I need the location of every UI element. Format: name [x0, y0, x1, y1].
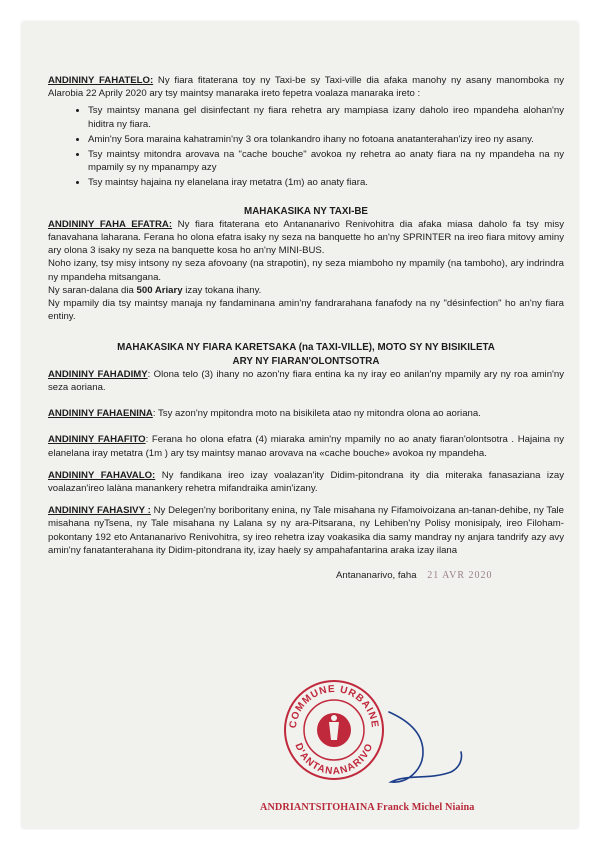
article-4-para-2: Noho izany, tsy misy intsony ny seza afovoany (na strapotin), ny seza miamboho ny mpamily (na tamboho), ary indrindra ny mpandeha mitsangana.	[48, 258, 564, 283]
date-stamp: 21 AVR 2020	[427, 570, 493, 582]
seal-top-text: COMMUNE URBAINE	[287, 683, 381, 729]
article-7	[48, 433, 564, 459]
article-5	[48, 368, 564, 394]
article-8-label: ANDININY FAHAVALO:	[48, 469, 156, 481]
seal-stamp-graphic	[282, 678, 386, 782]
article-4-para-4: Ny mpamily dia tsy maintsy manaja ny fandaminana amin'ny fandrarahana fanafody na ny "désinfection" ho an'ny fiara entiny.	[48, 298, 564, 323]
heading-taxi-be: MAHAKASIKA NY TAXI-BE	[244, 205, 368, 217]
article-5-label: ANDININY FAHADIMY	[48, 368, 148, 380]
closing-place: Antananarivo, faha	[336, 570, 417, 582]
article-3-bullet-list	[48, 104, 564, 189]
fare-suffix: izay tokana ihany.	[182, 284, 262, 296]
article-6-text: : Tsy azon'ny mpitondra moto na bisikileta atao ny mitondra olona ao aoriana.	[152, 408, 481, 420]
article-9-label: ANDININY FAHASIVY :	[48, 505, 151, 517]
bullet-item: • Tsy maintsy hajaina ny elanelana iray metatra (1m) ao anaty fiara.	[88, 176, 564, 189]
heading-karetsaka-line-2: ARY NY FIARAN'OLONTSOTRA	[232, 355, 380, 367]
fare-prefix: Ny saran-dalana dia	[48, 284, 137, 296]
article-7-text: : Ferana ho olona efatra (4) miaraka amin'ny mpamily no ao anaty fiaran'olontsotra . Hajaina ny elanelana iray metatra (1m ) ary tsy maintsy manao arovava na «cache bouche» avokoa ny mpandeha.	[48, 434, 564, 459]
document-page	[22, 22, 578, 828]
article-3-text: Ny fiara fitaterana toy ny Taxi-be sy Taxi-ville dia afaka manohy ny asany manomboka ny Alarobia 22 Aprily 2020 ary tsy maintsy manaraka ireto fepetra voalaza manaraka ireto :	[48, 75, 564, 100]
article-8	[48, 469, 564, 495]
article-6	[48, 407, 564, 420]
official-seal	[282, 678, 386, 782]
article-4-text: Ny fiara fitaterana eto Antananarivo Renivohitra dia afaka miasa daholo fa tsy misy fanavahana laharana. Ferana ho olona efatra isaky ny seza na banquette ho an'ny SPRINTER na ireo fiara mitovy aminy ary olona 3 isaky ny seza na banquette kosa ho an'ny MINI-BUS.	[48, 218, 564, 257]
document-body	[48, 74, 564, 582]
article-6-label: ANDININY FAHAENINA	[48, 408, 153, 420]
heading-karetsaka-line-1: MAHAKASIKA NY FIARA KARETSAKA (na TAXI-VILLE), MOTO SY NY BISIKILETA	[117, 342, 495, 354]
article-9-text: Ny Delegen'ny boriboritany enina, ny Tale misahana ny Fifamoivoizana an-tanan-dehibe, ny Tale misahana nyTsena, ny Tale misahana ny Lalana sy ny ara-Pitsarana, ny Lehiben'ny Polisy monisipaly, ireo Filoham-pokontany 192 eto Antananarivo Renivohitra, sy ireo rehetra izay voakasika dia samy mandray ny anjara tandrify azy avy amin'ny fanatanterahana ity Didim-pitondrana ity, izay haely sy ampahafantarina araka izay ilana	[48, 505, 564, 556]
seal-bottom-text: D'ANTANANARIVO	[292, 741, 376, 778]
article-5-text: : Olona telo (3) ihany no azon'ny fiara entina ka ny iray eo anilan'ny mpamily ary ny roa amin'ny seza aoriana.	[48, 368, 564, 394]
article-4	[48, 218, 564, 258]
article-3	[48, 74, 564, 100]
fare-amount: 500 Ariary	[136, 284, 183, 296]
closing-line	[48, 569, 564, 582]
article-7-label: ANDININY FAHAFITO	[48, 434, 146, 446]
handwritten-signature	[377, 702, 467, 792]
article-4-fare	[48, 284, 564, 297]
bullet-item: • Tsy maintsy manana gel disinfectant ny fiara rehetra ary mampiasa izany daholo ireo mpandeha alohan'ny hiditra ny fiara.	[88, 104, 564, 130]
bullet-item: • Amin'ny 5ora maraina kahatramin'ny 3 ora tolankandro ihany no fotoana anatanterahan'izy ireo ny asany.	[88, 133, 564, 146]
bullet-item: • Tsy maintsy mitondra arovava na "cache bouche" avokoa ny rehetra ao anaty fiara na ny mpandeha na ny mpamily sy ny mpanampy azy	[88, 148, 564, 174]
article-3-label: ANDININY FAHATELO:	[48, 75, 154, 86]
article-8-text: Ny fandikana ireo izay voalazan'ity Didim-pitondrana ity dia miteraka fanasaziana izay voalazan'ireo lalàna manankery rehetra mifandraika amin'izany.	[48, 469, 564, 495]
article-4-label: ANDININY FAHA EFATRA:	[48, 218, 173, 230]
signatory-name: ANDRIANTSITOHAINA Franck Michel Niaina	[260, 802, 475, 813]
article-9	[48, 504, 564, 557]
